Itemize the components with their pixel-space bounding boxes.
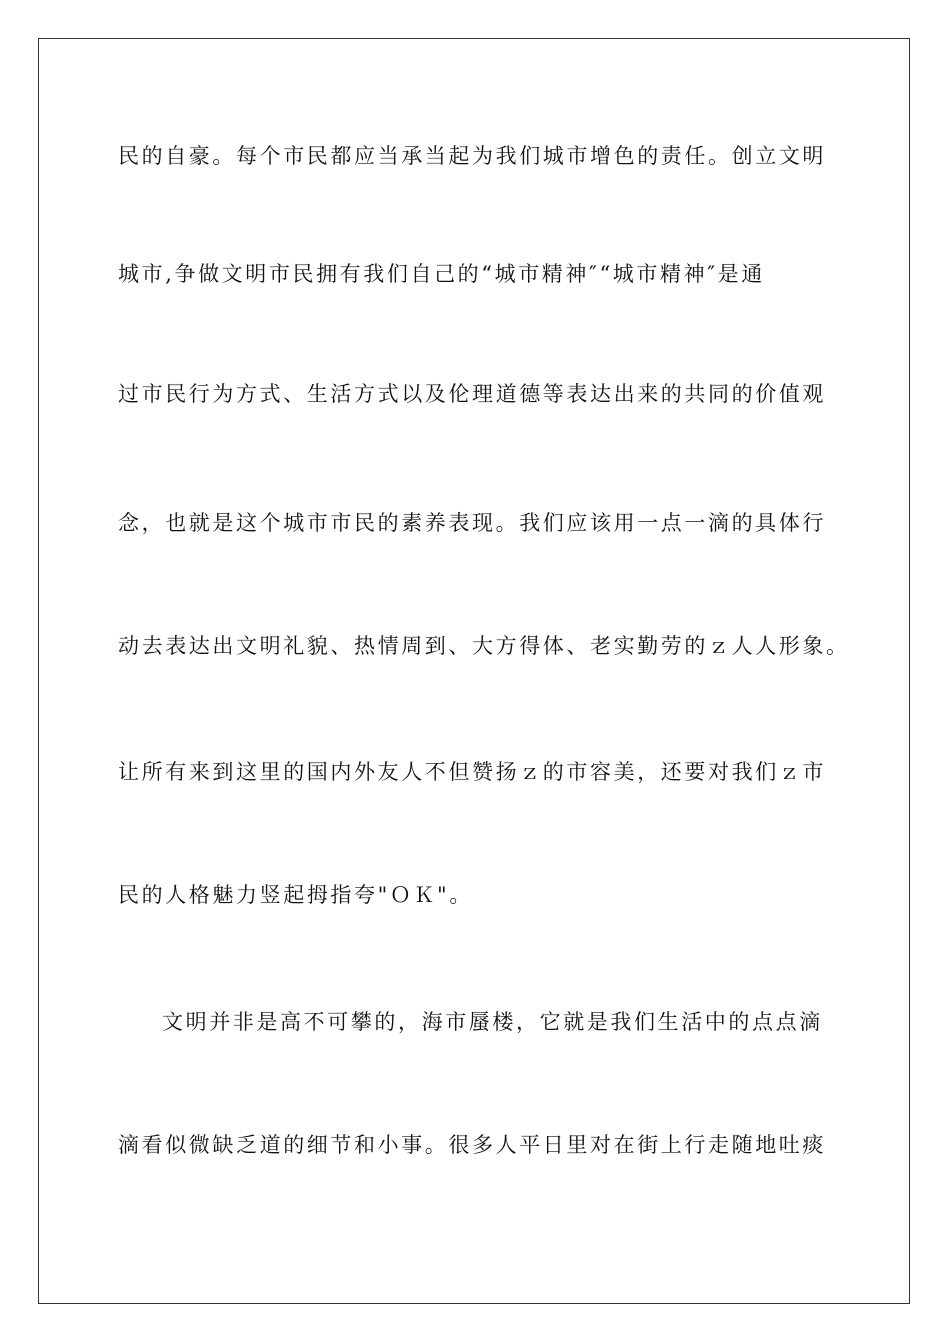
paragraph-2-line-1: 文明并非是高不可攀的，海市蜃楼，它就是我们生活中的点点滴 <box>162 1010 823 1034</box>
text-line-7: 民的人格魅力竖起拇指夸"ＯＫ"。 <box>118 883 473 907</box>
paragraph-2-line-2: 滴看似微缺乏道的细节和小事。很多人平日里对在街上行走随地吐痰 <box>118 1133 826 1157</box>
text-line-1: 民的自豪。每个市民都应当承当起为我们城市增色的责任。创立文明 <box>118 144 826 168</box>
page-border <box>38 38 910 1304</box>
text-line-4: 念，也就是这个城市市民的素养表现。我们应该用一点一滴的具体行 <box>118 511 826 535</box>
text-line-2: 城市,争做文明市民拥有我们自己的“城市精神″“城市精神″是通 <box>118 262 765 286</box>
text-line-6: 让所有来到这里的国内外友人不但赞扬ｚ的市容美，还要对我们ｚ市 <box>118 760 826 784</box>
text-line-5: 动去表达出文明礼貌、热情周到、大方得体、老实勤劳的ｚ人人形象。 <box>118 634 850 658</box>
text-line-3: 过市民行为方式、生活方式以及伦理道德等表达出来的共同的价值观 <box>118 382 826 406</box>
